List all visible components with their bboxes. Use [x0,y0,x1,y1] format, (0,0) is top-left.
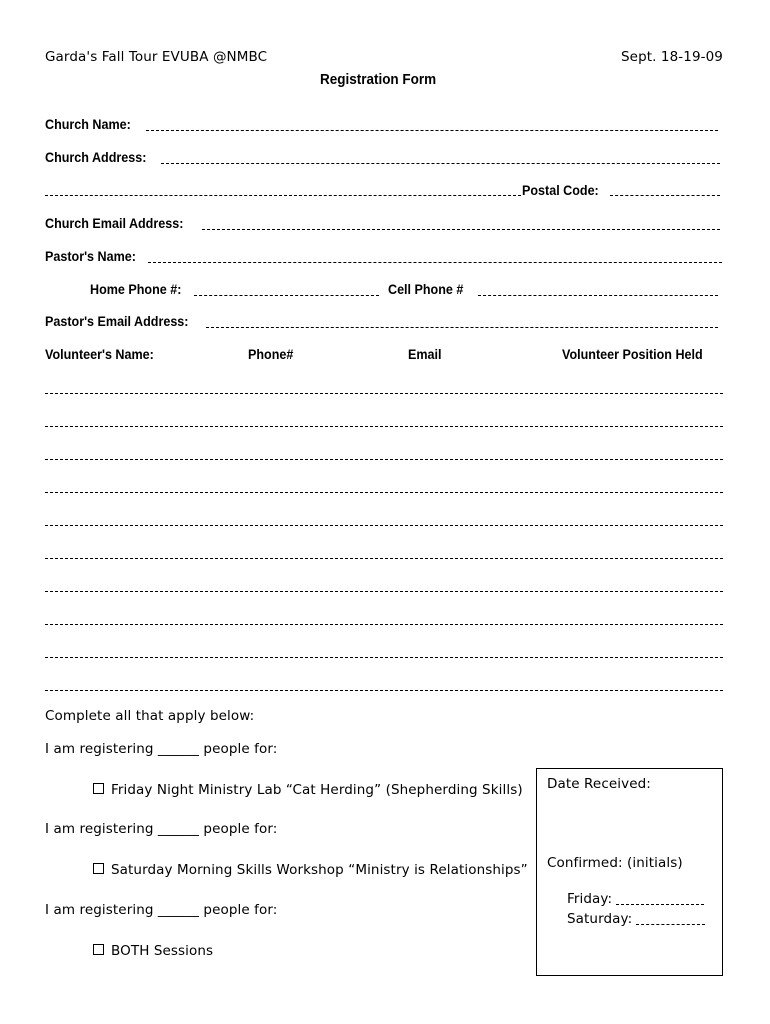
volunteer-row[interactable] [45,558,723,559]
registering-count-both: I am registering ______ people for: [45,902,278,918]
friday-initials-label: Friday: [567,891,613,907]
church-address-field[interactable] [161,163,720,164]
cell-phone-field[interactable] [478,295,718,296]
option-both-label: BOTH Sessions [111,943,214,959]
volunteer-row[interactable] [45,690,723,691]
option-saturday[interactable] [93,862,528,878]
friday-checkbox[interactable] [93,783,104,794]
option-friday-label: Friday Night Ministry Lab “Cat Herding” (Shepherding Skills) [111,782,523,798]
church-address-line2-field[interactable] [45,195,521,196]
volunteer-email-header: Email [408,347,442,362]
volunteer-row[interactable] [45,393,723,394]
office-use-box [536,768,723,976]
pastor-name-field[interactable] [148,262,722,263]
home-phone-label: Home Phone #: [90,282,182,297]
volunteer-row[interactable] [45,459,723,460]
volunteer-row[interactable] [45,492,723,493]
date-received-label: Date Received: [547,776,651,792]
saturday-checkbox[interactable] [93,863,104,874]
church-name-label: Church Name: [45,117,131,132]
form-title: Registration Form [320,72,437,88]
saturday-initials-field[interactable] [636,924,705,925]
header-left: Garda's Fall Tour EVUBA @NMBC [45,49,268,65]
church-email-field[interactable] [202,229,720,230]
church-name-field[interactable] [146,130,718,131]
saturday-initials-label: Saturday: [567,911,633,927]
registering-count-friday: I am registering ______ people for: [45,741,278,757]
option-friday[interactable] [93,782,523,798]
volunteer-row[interactable] [45,657,723,658]
home-phone-field[interactable] [194,295,379,296]
option-saturday-label: Saturday Morning Skills Workshop “Ministry is Relationships” [111,862,528,878]
registering-count-saturday: I am registering ______ people for: [45,821,278,837]
option-both[interactable] [93,943,213,959]
pastor-name-label: Pastor's Name: [45,249,136,264]
volunteer-position-header: Volunteer Position Held [562,347,703,362]
complete-instructions: Complete all that apply below: [45,708,255,724]
friday-initials-field[interactable] [616,904,704,905]
cell-phone-label: Cell Phone # [388,282,464,297]
confirmed-label: Confirmed: (initials) [547,855,683,871]
header-date: Sept. 18-19-09 [621,49,723,65]
postal-code-field[interactable] [610,195,720,196]
church-email-label: Church Email Address: [45,216,184,231]
volunteer-name-header: Volunteer's Name: [45,347,154,362]
both-checkbox[interactable] [93,944,104,955]
church-address-label: Church Address: [45,150,147,165]
pastor-email-label: Pastor's Email Address: [45,314,189,329]
volunteer-row[interactable] [45,525,723,526]
volunteer-phone-header: Phone# [248,347,294,362]
volunteer-row[interactable] [45,624,723,625]
pastor-email-field[interactable] [206,327,718,328]
postal-code-label: Postal Code: [522,183,599,198]
volunteer-row[interactable] [45,426,723,427]
volunteer-row[interactable] [45,591,723,592]
